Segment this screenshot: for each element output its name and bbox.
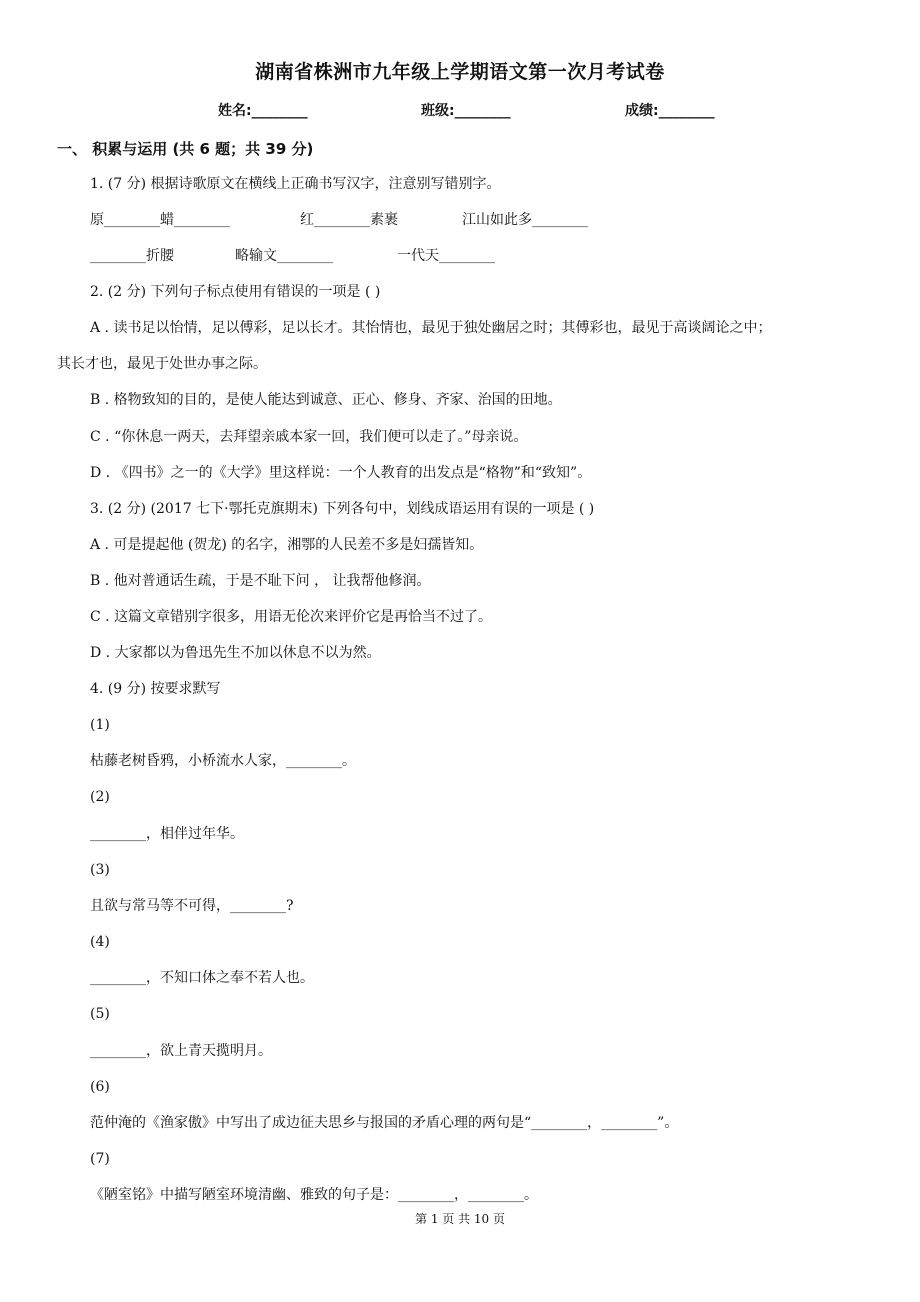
page-footer: 第 1 页 共 10 页: [415, 1212, 505, 1226]
q4-item-text: ________，不知口体之奉不若人也。: [90, 970, 314, 986]
q4-item-text: ________，欲上青天揽明月。: [90, 1043, 272, 1059]
q2-option-d: D . 《四书》之一的《大学》里这样说：一个人教育的出发点是“格物”和“致知”。: [90, 465, 592, 481]
q4-item-number: (5): [90, 1006, 110, 1022]
q1-blank-6: 一代天________: [397, 248, 495, 264]
q1-blank-4: ________折腰: [90, 248, 174, 264]
q3-option-b: B . 他对普通话生疏，于是不耻下问 ， 让我帮他修润。: [90, 573, 431, 589]
q1-blank-5: 略输文________: [235, 248, 333, 264]
q1-stem: 1. (7 分) 根据诗歌原文在横线上正确书写汉字，注意别写错别字。: [90, 176, 501, 192]
exam-title: 湖南省株洲市九年级上学期语文第一次月考试卷: [255, 61, 665, 83]
q4-item-text: 枯藤老树昏鸦，小桥流水人家，________。: [90, 753, 356, 769]
q3-stem: 3. (2 分) (2017 七下·鄂托克旗期末) 下列各句中，划线成语运用有误的一项是 ( ): [90, 501, 595, 517]
q1-blank-1: 原________蜡________: [90, 212, 230, 228]
q1-blank-2: 红________素裹: [300, 212, 398, 228]
q4-item-text: ________，相伴过年华。: [90, 826, 244, 842]
q2-stem: 2. (2 分) 下列句子标点使用有错误的一项是 ( ): [90, 284, 381, 300]
name-field[interactable]: 姓名:________: [218, 103, 308, 119]
score-field[interactable]: 成绩:________: [625, 103, 715, 119]
q2-option-a-cont: 其长才也，最见于处世办事之际。: [57, 356, 267, 372]
q4-item-number: (3): [90, 862, 110, 878]
q4-item-number: (7): [90, 1151, 110, 1167]
q3-option-c: C . 这篇文章错别字很多，用语无伦次来评价它是再恰当不过了。: [90, 609, 493, 625]
q2-option-b: B . 格物致知的目的，是使人能达到诚意、正心、修身、齐家、治国的田地。: [90, 392, 562, 408]
q4-item-number: (1): [90, 717, 110, 733]
q4-item-text: 且欲与常马等不可得，________?: [90, 898, 294, 914]
q2-option-c: C . “你休息一两天，去拜望亲戚本家一回，我们便可以走了。”母亲说。: [90, 429, 528, 445]
q1-blank-3: 江山如此多________: [462, 212, 588, 228]
section-heading: 一、 积累与运用 (共 6 题；共 39 分): [57, 140, 314, 158]
q3-option-a: A . 可是提起他 (贺龙) 的名字，湘鄂的人民差不多是妇孺皆知。: [90, 537, 484, 553]
q4-stem: 4. (9 分) 按要求默写: [90, 681, 221, 697]
q4-item-number: (6): [90, 1079, 110, 1095]
q4-item-text: 范仲淹的《渔家傲》中写出了成边征夫思乡与报国的矛盾心理的两句是“________，________”。: [90, 1115, 679, 1131]
q4-item-number: (4): [90, 934, 110, 950]
q2-option-a: A . 读书足以怡情，足以傅彩，足以长才。其怡情也，最见于独处幽居之时；其傅彩也，最见于高谈阔论之中；: [90, 320, 772, 336]
q3-option-d: D . 大家都以为鲁迅先生不加以休息不以为然。: [90, 645, 381, 661]
q4-item-text: 《陋室铭》中描写陋室环境清幽、雅致的句子是：________，________。: [90, 1187, 538, 1203]
q4-item-number: (2): [90, 789, 110, 805]
class-field[interactable]: 班级:________: [421, 103, 511, 119]
